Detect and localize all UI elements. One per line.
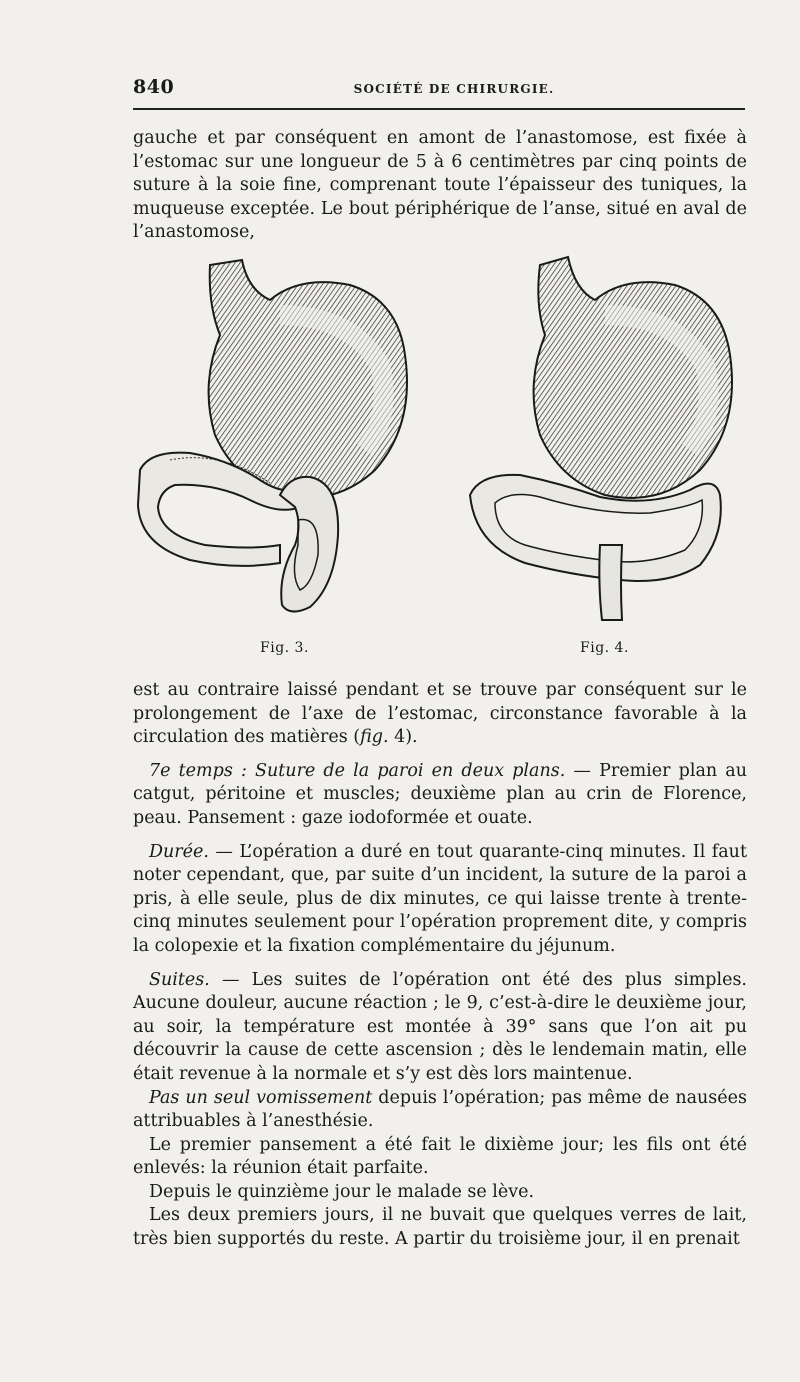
section-label-vomissement: Pas un seul vomissement	[149, 1087, 373, 1108]
page-header	[133, 72, 745, 102]
header-rule	[133, 108, 745, 110]
section-text-vomissement: depuis l’opération; pas même de nausées attribuables à l’anesthésie.	[133, 1087, 747, 1132]
figure-3-caption: Fig. 3.	[260, 640, 309, 656]
paragraph-pansement: Le premier pansement a été fait le dixième jour; les fils ont été enlevés: la réunion était parfaite.	[133, 1134, 747, 1179]
continuation-text: est au contraire laissé pendant et se trouve par conséquent sur le prolongement de l’axe de l’estomac, circonstance favorable à la circulation des matières (	[133, 680, 747, 748]
paragraph-duree	[133, 841, 747, 959]
running-title: SOCIÉTÉ DE CHIRURGIE.	[353, 82, 555, 96]
section-label-7e-temps: 7e temps : Suture de la paroi en deux plans.	[149, 760, 566, 781]
figures-area	[130, 245, 750, 665]
paragraph-vomissement	[133, 1087, 747, 1134]
continuation-tail: 4).	[388, 727, 418, 748]
paragraph-7e-temps	[133, 760, 747, 831]
bottom-text-block	[133, 679, 747, 1252]
section-text-duree: — L’opération a duré en tout quarante-cinq minutes. Il faut noter cependant, que, par suite d’un incident, la suture de la paroi a pris, à elle seule, plus de dix minutes, ce qui laisse trente à trente-cinq minutes seulement pour l’opération proprement dite, y compris la colopexie et la fixation complémentaire du jéjunum.	[133, 841, 747, 956]
section-text-suites: — Les suites de l’opération ont été des plus simples. Aucune douleur, aucune réaction ; le 9, c’est-à-dire le deuxième jour, au soir, la température est montée à 39° sans que l’on ait pu découvrir la cause de cette ascension ; dès le lendemain matin, elle était revenue à la normale et s’y est dès lors maintenue.	[133, 969, 747, 1084]
figure-3-stomach-illustration	[130, 245, 430, 635]
figure-4-caption: Fig. 4.	[580, 640, 629, 656]
section-text-7e-temps: — Premier plan au catgut, péritoine et muscles; deuxième plan au crin de Florence, peau. Pansement : gaze iodoformée et ouate.	[133, 760, 747, 828]
paragraph-continuation	[133, 679, 747, 750]
section-label-suites: Suites.	[149, 969, 210, 990]
top-text-block	[133, 127, 747, 245]
page-number: 840	[133, 76, 175, 98]
figure-reference: fig.	[360, 727, 389, 748]
paragraph-deux-jours: Les deux premiers jours, il ne buvait que quelques verres de lait, très bien supportés du reste. A partir du troisième jour, il en prenait	[133, 1205, 747, 1250]
paragraph-suites	[133, 969, 747, 1087]
paragraph-quinzieme: Depuis le quinzième jour le malade se lève.	[149, 1181, 535, 1202]
section-label-duree: Durée.	[149, 841, 209, 862]
figure-4-stomach-illustration	[450, 245, 750, 635]
paragraph-anastomose: gauche et par conséquent en amont de l’anastomose, est fixée à l’estomac sur une longueur de 5 à 6 centimètres par cinq points de suture à la soie fine, comprenant toute l’épaisseur des tuniques, la muqueuse exceptée. Le bout périphérique de l’anse, situé en aval de l’anastomose,	[133, 128, 747, 243]
